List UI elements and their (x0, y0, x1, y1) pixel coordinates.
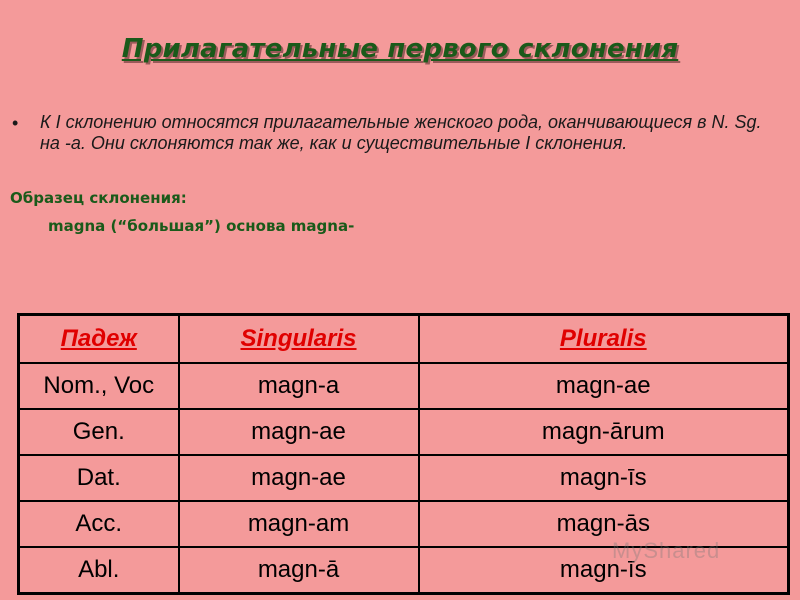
bullet-dot-icon: • (12, 113, 19, 133)
plural-cell: magn-īs (419, 547, 789, 594)
case-cell: Acc. (19, 501, 179, 547)
singular-cell: magn-ā (179, 547, 419, 594)
table-row (19, 363, 789, 409)
table-row (19, 409, 789, 455)
header-singularis: Singularis (179, 315, 419, 364)
case-cell: Nom., Voc (19, 363, 179, 409)
table-header-row (19, 315, 789, 364)
plural-cell: magn-īs (419, 455, 789, 501)
header-case: Падеж (19, 315, 179, 364)
case-cell: Abl. (19, 547, 179, 594)
table-row (19, 501, 789, 547)
watermark-logo: MyShared (612, 538, 721, 563)
plural-cell: magn-ārum (419, 409, 789, 455)
case-cell: Dat. (19, 455, 179, 501)
plural-cell: magn-ās (419, 501, 789, 547)
slide-title: Прилагательные первого склонения (121, 34, 679, 64)
singular-cell: magn-ae (179, 409, 419, 455)
case-cell: Gen. (19, 409, 179, 455)
declension-table (17, 313, 790, 595)
singular-cell: magn-am (179, 501, 419, 547)
singular-cell: magn-a (179, 363, 419, 409)
plural-cell: magn-ae (419, 363, 789, 409)
bullet-item (12, 112, 782, 154)
bullet-list (12, 112, 782, 154)
sample-label: Образец склонения: (10, 189, 187, 207)
table-row (19, 547, 789, 594)
bullet-text: К I склонению относятся прилагательные женского рода, оканчивающиеся в N. Sg. на -a. Они склоняются так же, как и существительные I склонения. (40, 112, 762, 153)
table-row (19, 455, 789, 501)
sample-word: magna (“большая”) основа magna- (48, 217, 355, 235)
header-pluralis: Pluralis (419, 315, 789, 364)
singular-cell: magn-ae (179, 455, 419, 501)
